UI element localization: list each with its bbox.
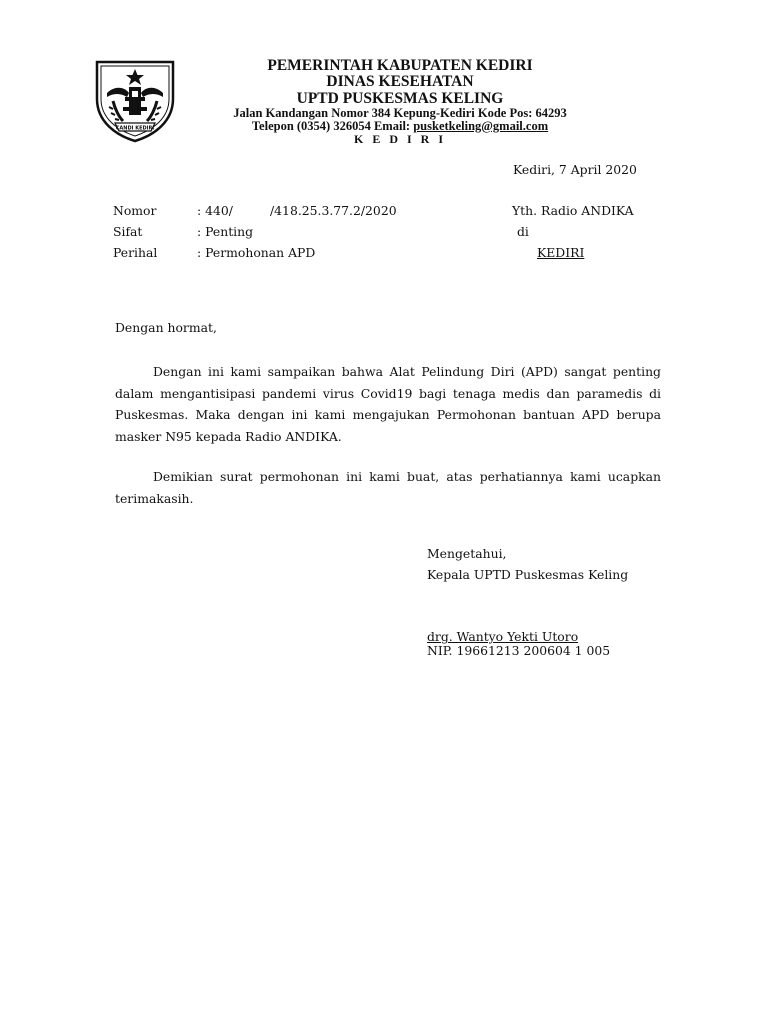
sifat-value: : Penting [197, 224, 254, 239]
letterhead-government: PEMERINTAH KABUPATEN KEDIRI [267, 57, 533, 74]
greeting: Dengan hormat, [115, 320, 217, 335]
signature-acknowledged: Mengetahui, [427, 546, 507, 561]
nomor-value-b: /418.25.3.77.2/2020 [270, 203, 397, 218]
kediri-emblem-icon [93, 59, 177, 143]
body-paragraph-1-text: Dengan ini kami sampaikan bahwa Alat Pelindung Diri (APD) sangat penting dalam mengantisipasi pandemi virus Covid19 bagi tenaga medis dan paramedis di Puskesmas. Maka dengan ini kami mengajukan Permohonan bantuan APD berupa masker N95 kepada Radio ANDIKA. [115, 364, 661, 444]
letterhead-address: Jalan Kandangan Nomor 384 Kepung-Kediri Kode Pos: 64293 [233, 105, 567, 120]
signature-nip: NIP. 19661213 200604 1 005 [427, 643, 611, 658]
signature-name: drg. Wantyo Yekti Utoro [427, 629, 579, 644]
body-paragraph-1 [115, 361, 661, 447]
letterhead-email: pusketkeling@gmail.com [413, 118, 549, 133]
svg-text:CANDI KEDIRI: CANDI KEDIRI [115, 125, 155, 132]
letterhead-phone: Telepon (0354) 326054 Email: [251, 118, 414, 133]
letterhead-unit: UPTD PUSKESMAS KELING [296, 89, 504, 107]
letterhead [190, 58, 610, 146]
perihal-value: : Permohonan APD [197, 245, 316, 260]
nomor-value-a: : 440/ [197, 203, 233, 218]
letterhead-department: DINAS KESEHATAN [326, 73, 474, 91]
recipient-name: Yth. Radio ANDIKA [512, 203, 634, 218]
body-paragraph-2 [115, 466, 661, 509]
recipient-di: di [517, 224, 529, 239]
letterhead-city: K E D I R I [353, 132, 446, 147]
letter-date: Kediri, 7 April 2020 [513, 162, 637, 177]
nomor-label: Nomor [113, 203, 157, 218]
perihal-label: Perihal [113, 245, 158, 260]
recipient-city: KEDIRI [537, 245, 585, 260]
sifat-label: Sifat [113, 224, 143, 239]
signature-position: Kepala UPTD Puskesmas Keling [427, 567, 629, 582]
body-paragraph-2-text: Demikian surat permohonan ini kami buat, atas perhatiannya kami ucapkan terimakasih. [115, 469, 661, 506]
